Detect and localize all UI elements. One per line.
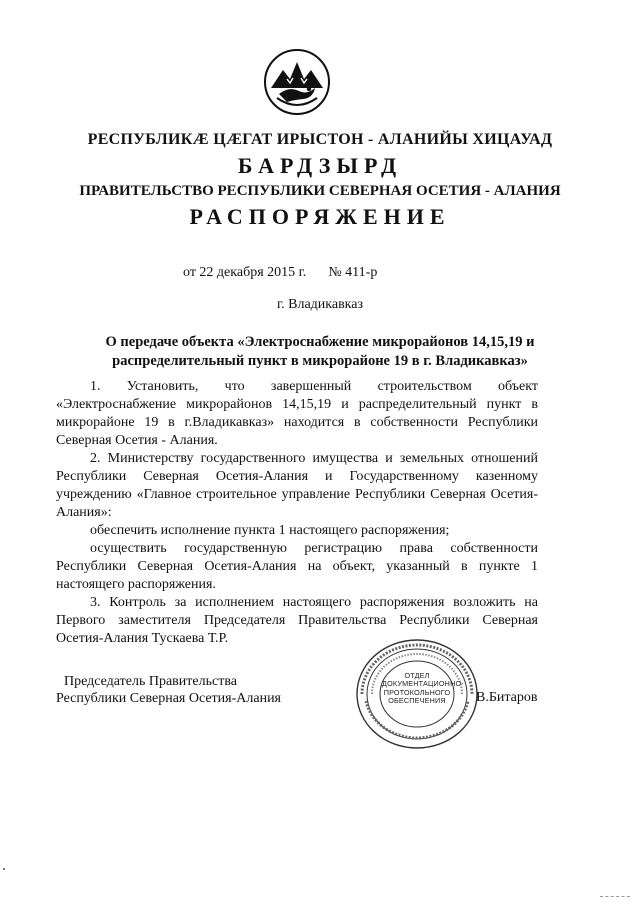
signer-title-line-2: Республики Северная Осетия-Алания — [56, 691, 281, 706]
body-paragraph-1: 1. Установить, что завершенный строительством объект «Электроснабжение микрорайонов 14,15,19 и распределительный пункт в микрорайоне 19 в г.Владикавказ» находится в собственности Республики Северная Осетия - Алания. — [56, 379, 538, 448]
seal-text-line-3: ПРОТОКОЛЬНОГО — [383, 687, 451, 697]
body-paragraph-4: осуществить государственную регистрацию права собственности Республики Северная Осетия-Алания на объект, указанный в пункте 1 настоящего распоряжения. — [56, 541, 538, 592]
header-ossetian-line: РЕСПУБЛИКӔ ЦӔГАТ ИРЫСТОН - АЛАНИЙЫ ХИЦАУАД — [87, 131, 553, 148]
scan-artifact-dash — [600, 896, 630, 898]
subject-line-1: О передаче объекта «Электроснабжение микрорайонов 14,15,19 и — [105, 334, 535, 350]
header-russian-line: ПРАВИТЕЛЬСТВО РЕСПУБЛИКИ СЕВЕРНАЯ ОСЕТИЯ - АЛАНИЯ — [79, 183, 561, 199]
document-date: от 22 декабря 2015 г. — [183, 265, 307, 280]
body-paragraph-3: обеспечить исполнение пункта 1 настоящего распоряжения; — [90, 523, 450, 538]
signer-block — [56, 673, 281, 707]
scan-artifact-dot — [3, 868, 5, 870]
document-city: г. Владикавказ — [276, 297, 364, 312]
signer-title-line-1: Председатель Правительства — [64, 674, 237, 689]
document-title: РАСПОРЯЖЕНИЕ — [189, 204, 451, 229]
subject-line-2: распределительный пункт в микрорайоне 19 в г. Владикавказ» — [112, 353, 528, 369]
header-ossetian-title: БАРДЗЫРД — [237, 153, 403, 178]
document-subject — [60, 333, 580, 371]
date-line — [183, 265, 377, 281]
seal-text-line-1: ОТДЕЛ — [404, 671, 430, 680]
seal-center-text — [382, 671, 464, 706]
body-paragraph-5: 3. Контроль за исполнением настоящего распоряжения возложить на Первого заместителя Председателя Правительства Республики Северная Осетия-Алания Тускаева Т.Р. — [56, 595, 538, 646]
coat-of-arms-icon — [263, 48, 331, 116]
signer-name: В.Битаров — [476, 690, 538, 705]
body-paragraph-2: 2. Министерству государственного имущества и земельных отношений Республики Северная Осетия-Алания и Государственному казенному учреждению «Главное строительное управление Республики Северная Осетия-Алания»: — [56, 451, 538, 520]
seal-text-line-2: ДОКУМЕНТАЦИОННО- — [382, 679, 464, 689]
document-body — [56, 378, 538, 648]
seal-text-line-4: ОБЕСПЕЧЕНИЯ — [388, 696, 446, 706]
document-number: № 411-р — [328, 265, 378, 280]
